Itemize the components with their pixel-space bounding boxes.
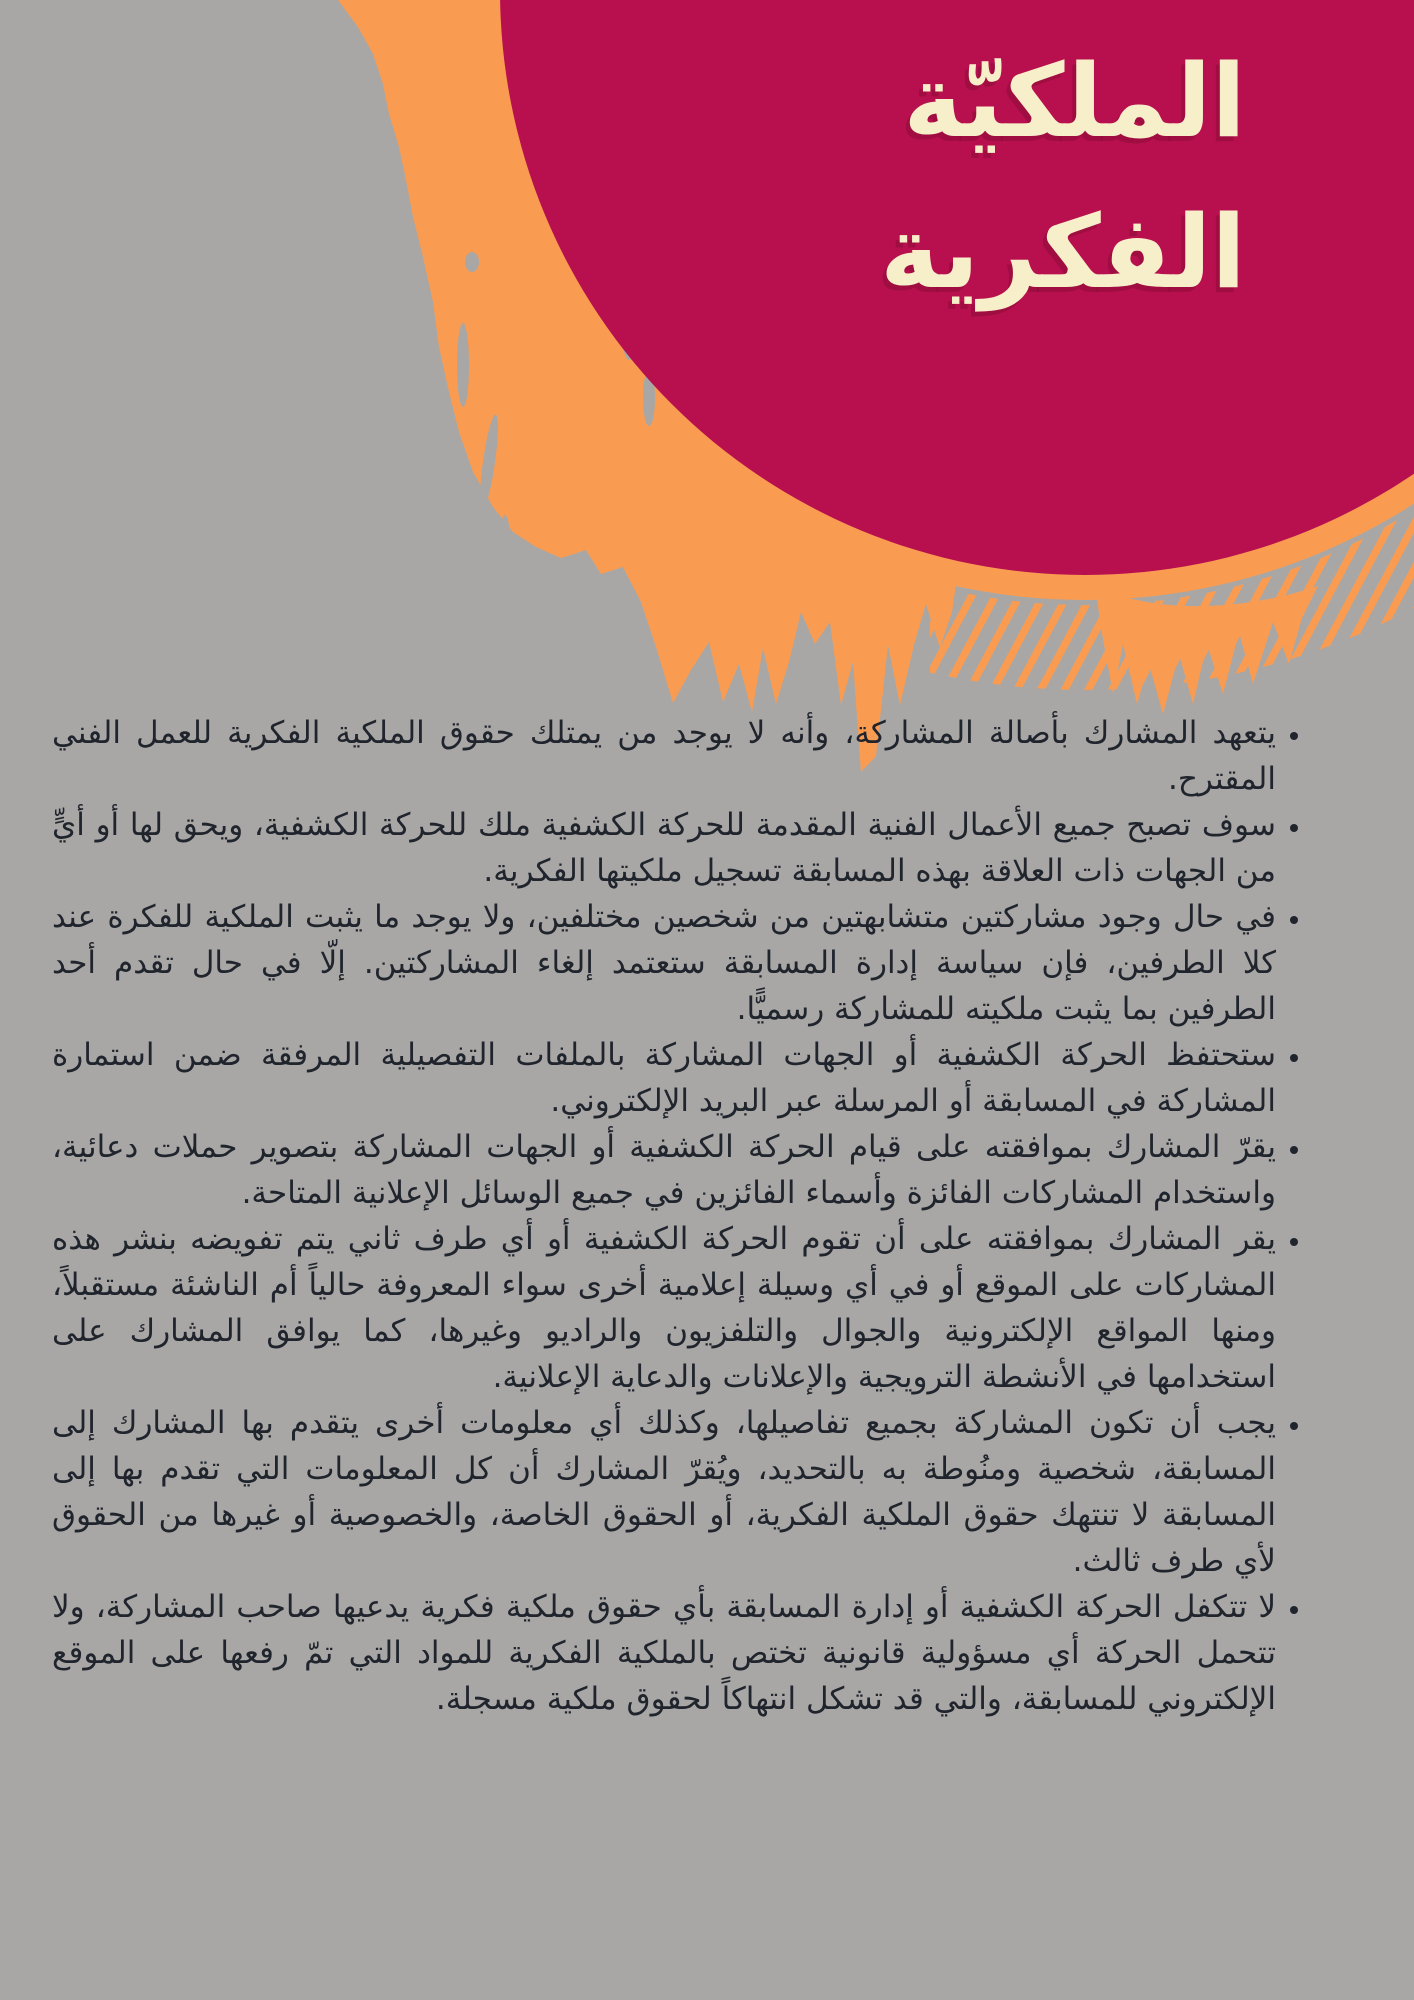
bullet-item: • يقر المشارك بموافقته على أن تقوم الحركة الكشفية أو أي طرف ثاني يتم تفويضه بنشر هذه المشاركات على الموقع أو في أي وسيلة إعلامية أخرى سواء المعروفة حالياً أم الناشئة مستقبلاً، ومنها المواقع الإلكترونية والجوال والتلفزيون والراديو وغيرها، كما يوافق المشارك على استخدامها في الأنشطة الترويجية والإعلانات والدعاية الإعلانية.	[52, 1216, 1276, 1400]
bullet-item: • سوف تصبح جميع الأعمال الفنية المقدمة للحركة الكشفية ملك للحركة الكشفية، ويحق لها أو أيٍّ من الجهات ذات العلاقة بهذه المسابقة تسجيل ملكيتها الفكرية.	[52, 802, 1276, 894]
bullet-item: • يقرّ المشارك بموافقته على قيام الحركة الكشفية أو الجهات المشاركة بتصوير حملات دعائية، واستخدام المشاركات الفائزة وأسماء الفائزين في جميع الوسائل الإعلانية المتاحة.	[52, 1124, 1276, 1216]
page-title	[880, 26, 1246, 328]
page-title-line1: الملكيّة	[903, 42, 1246, 160]
bullet-item: • ستحتفظ الحركة الكشفية أو الجهات المشاركة بالملفات التفصيلية المرفقة ضمن استمارة المشاركة في المسابقة أو المرسلة عبر البريد الإلكتروني.	[52, 1032, 1276, 1124]
bullet-item: • في حال وجود مشاركتين متشابهتين من شخصين مختلفين، ولا يوجد ما يثبت الملكية للفكرة عند كلا الطرفين، فإن سياسة إدارة المسابقة ستعتمد إلغاء المشاركتين. إلّا في حال تقدم أحد الطرفين بما يثبت ملكيته للمشاركة رسميًّا.	[52, 894, 1276, 1032]
page-title-line2: الفكرية	[880, 193, 1246, 311]
terms-section	[52, 710, 1310, 1722]
bullet-item: • يتعهد المشارك بأصالة المشاركة، وأنه لا يوجد من يمتلك حقوق الملكية الفكرية للعمل الفني المقترح.	[52, 710, 1276, 802]
terms-list	[52, 710, 1310, 1722]
bullet-item: • لا تتكفل الحركة الكشفية أو إدارة المسابقة بأي حقوق ملكية فكرية يدعيها صاحب المشاركة، ولا تتحمل الحركة أي مسؤولية قانونية تختص بالملكية الفكرية للمواد التي تمّ رفعها على الموقع الإلكتروني للمسابقة، والتي قد تشكل انتهاكاً لحقوق ملكية مسجلة.	[52, 1584, 1276, 1722]
bullet-item: • يجب أن تكون المشاركة بجميع تفاصيلها، وكذلك أي معلومات أخرى يتقدم بها المشارك إلى المسابقة، شخصية ومنُوطة به بالتحديد، ويُقرّ المشارك أن كل المعلومات التي تقدم بها إلى المسابقة لا تنتهك حقوق الملكية الفكرية، أو الحقوق الخاصة، والخصوصية أو غيرها من الحقوق لأي طرف ثالث.	[52, 1400, 1276, 1584]
